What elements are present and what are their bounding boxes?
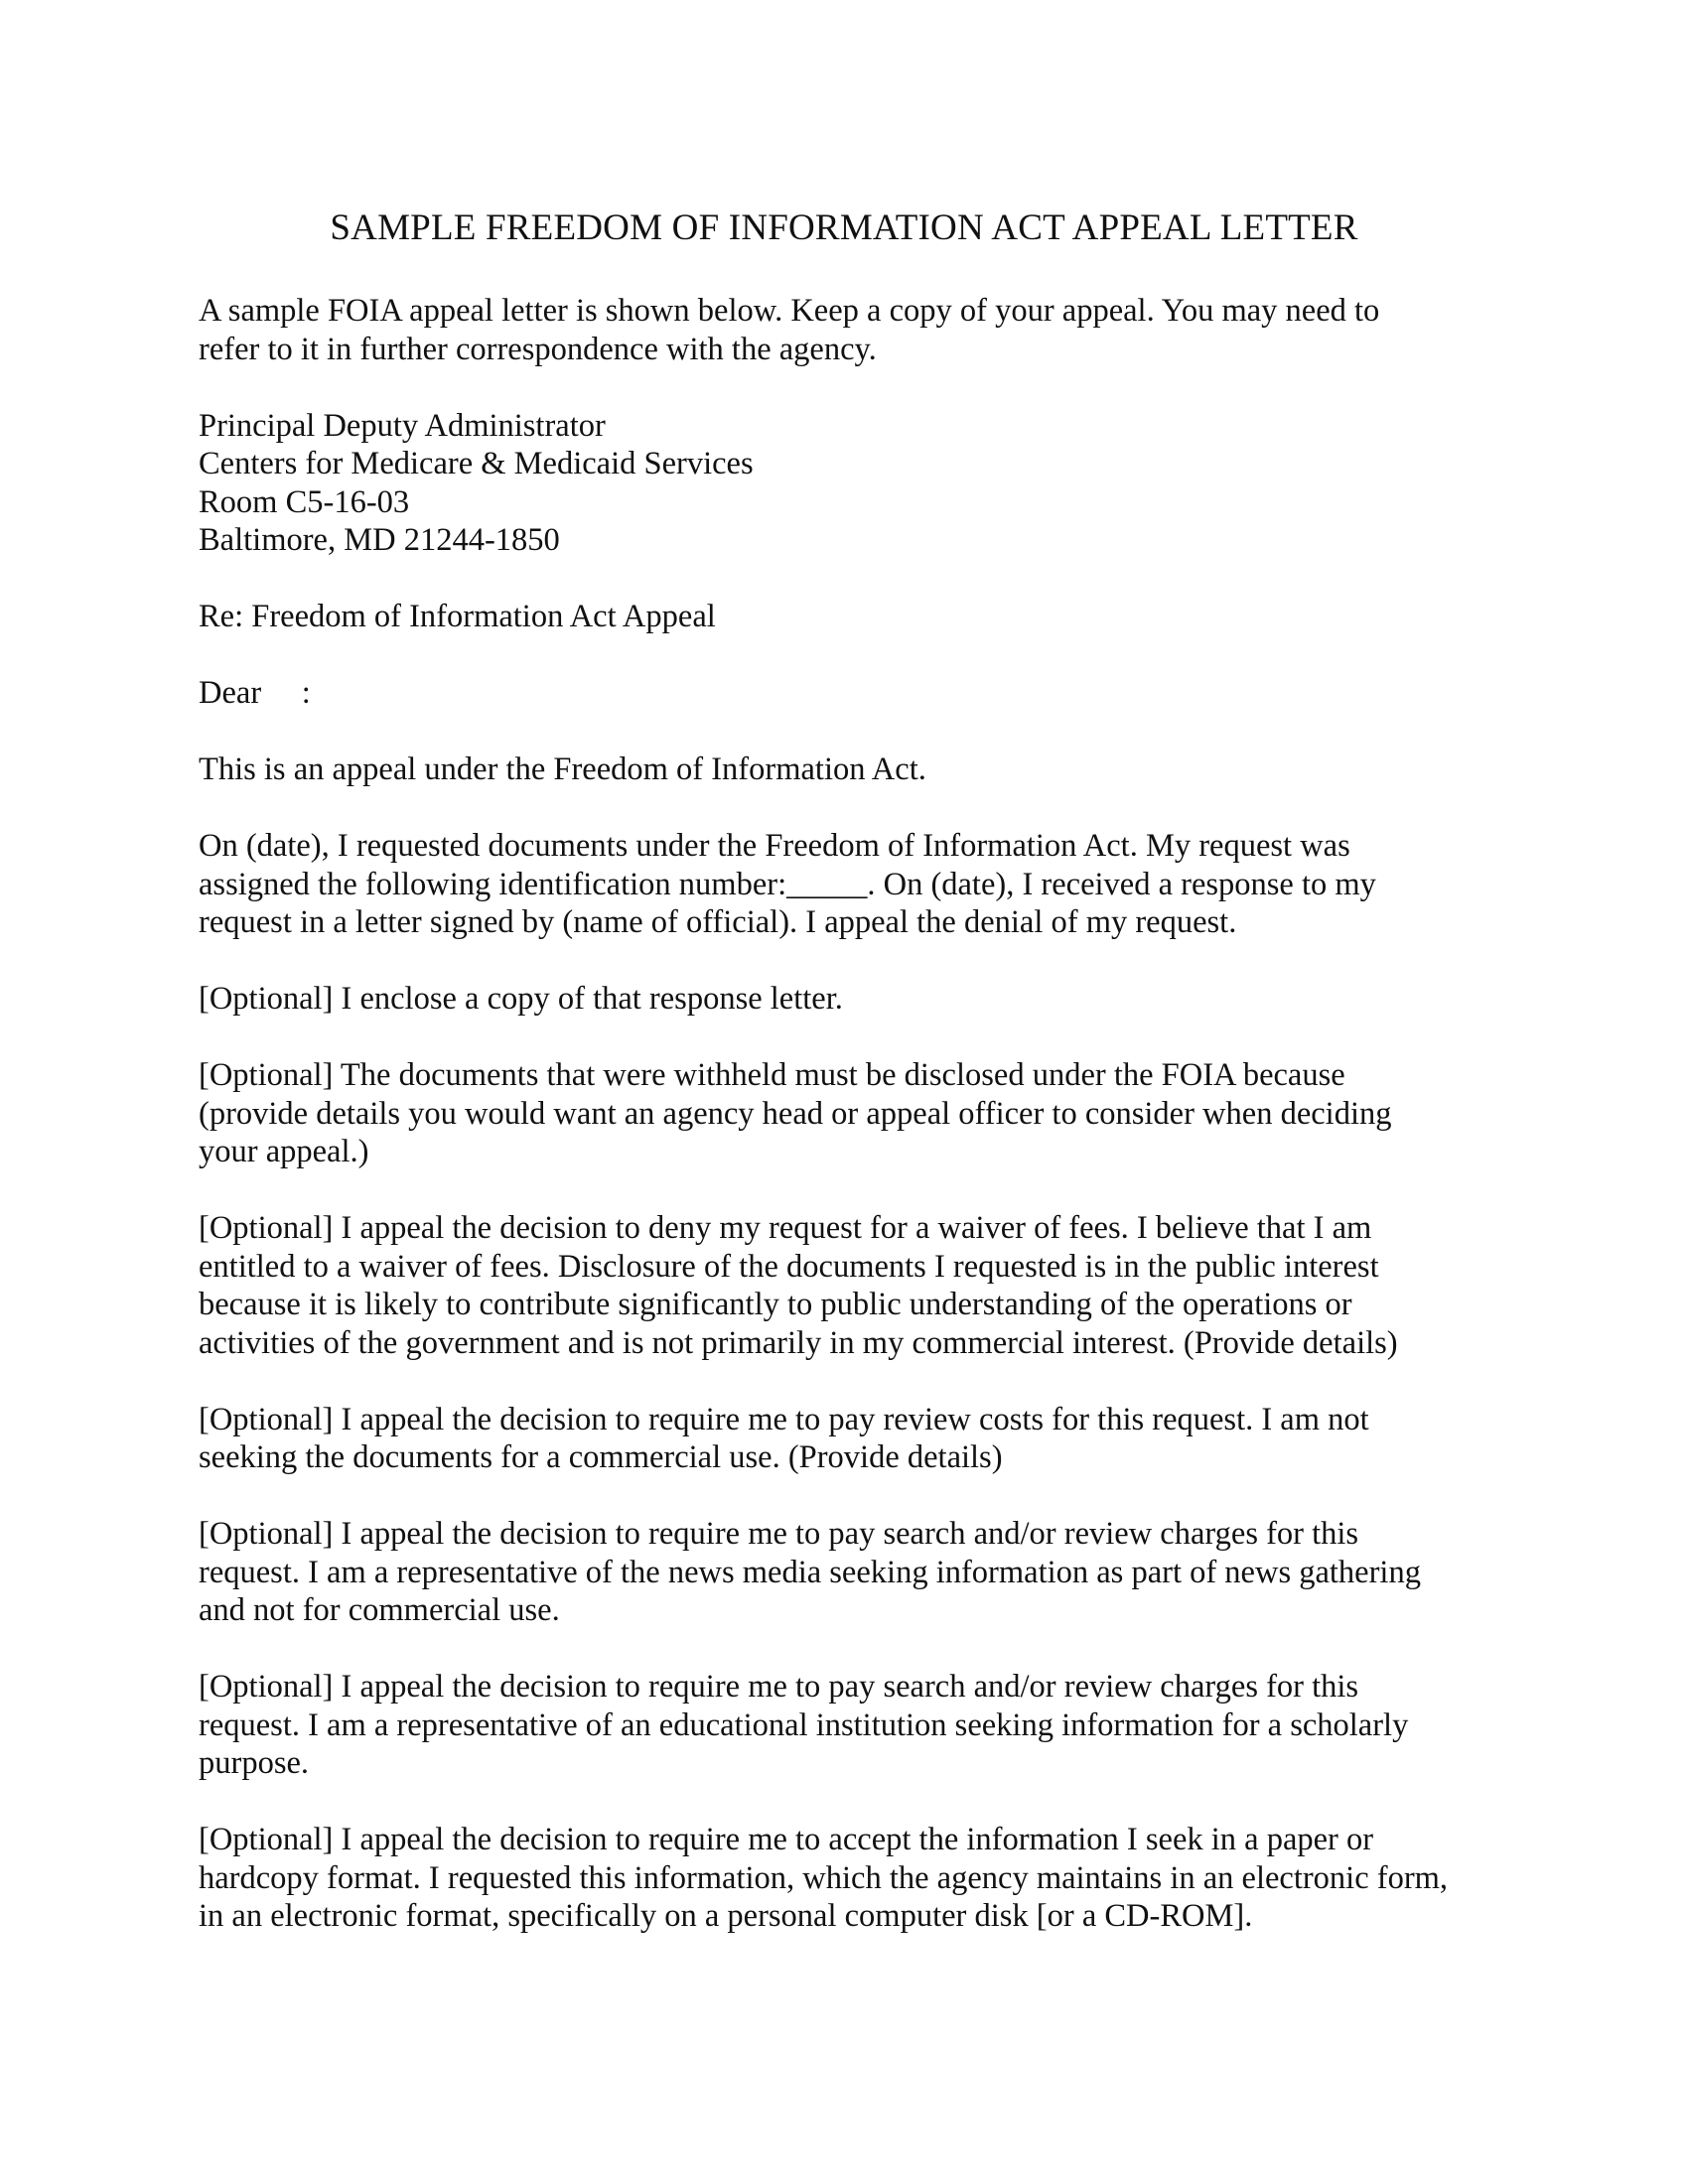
body-paragraph: This is an appeal under the Freedom of Information Act. xyxy=(199,751,926,787)
subject-line: Re: Freedom of Information Act Appeal xyxy=(199,599,716,634)
body-paragraph: [Optional] The documents that were withheld must be disclosed under the FOIA because (provide details you would want an agency head or appeal officer to consider when deciding your appeal.) xyxy=(199,1057,1392,1169)
body-paragraph: [Optional] I appeal the decision to require me to pay search and/or review charges for this request. I am a representative of an educational institution seeking information for a scholarly purpose. xyxy=(199,1669,1409,1781)
body-paragraph: [Optional] I appeal the decision to require me to pay search and/or review charges for this request. I am a representative of the news media seeking information as part of news gathering and not for commercial use. xyxy=(199,1516,1421,1628)
body-paragraph: [Optional] I appeal the decision to deny my request for a waiver of fees. I believe that I am entitled to a waiver of fees. Disclosure of the documents I requested is in the public interest because it is likely to contribute significantly to public understanding of the operations or activities of the government and is not primarily in my commercial interest. (Provide details) xyxy=(199,1210,1398,1361)
address-line: Room C5-16-03 xyxy=(199,483,410,520)
salutation: Dear : xyxy=(199,675,311,711)
intro-paragraph: A sample FOIA appeal letter is shown below. Keep a copy of your appeal. You may need to refer to it in further correspondence with the agency. xyxy=(199,293,1380,367)
address-line: Baltimore, MD 21244-1850 xyxy=(199,522,560,558)
address-line: Principal Deputy Administrator xyxy=(199,407,606,444)
body-paragraph: On (date), I requested documents under the Freedom of Information Act. My request was assigned the following identification number:_____. On (date), I received a response to my request in a letter signed by (name of official). I appeal the denial of my request. xyxy=(199,828,1376,940)
body-paragraph: [Optional] I enclose a copy of that response letter. xyxy=(199,981,843,1017)
letter-body xyxy=(199,292,1509,1974)
body-paragraph: [Optional] I appeal the decision to require me to accept the information I seek in a paper or hardcopy format. I requested this information, which the agency maintains in an electronic form, in an electronic format, specifically on a personal computer disk [or a CD-ROM]. xyxy=(199,1822,1449,1934)
address-line: Centers for Medicare & Medicaid Services xyxy=(199,446,754,481)
body-paragraph: [Optional] I appeal the decision to require me to pay review costs for this request. I am not seeking the documents for a commercial use. (Provide details) xyxy=(199,1401,1369,1475)
document-title: SAMPLE FREEDOM OF INFORMATION ACT APPEAL LETTER xyxy=(330,207,1358,248)
recipient-address xyxy=(199,407,1509,560)
